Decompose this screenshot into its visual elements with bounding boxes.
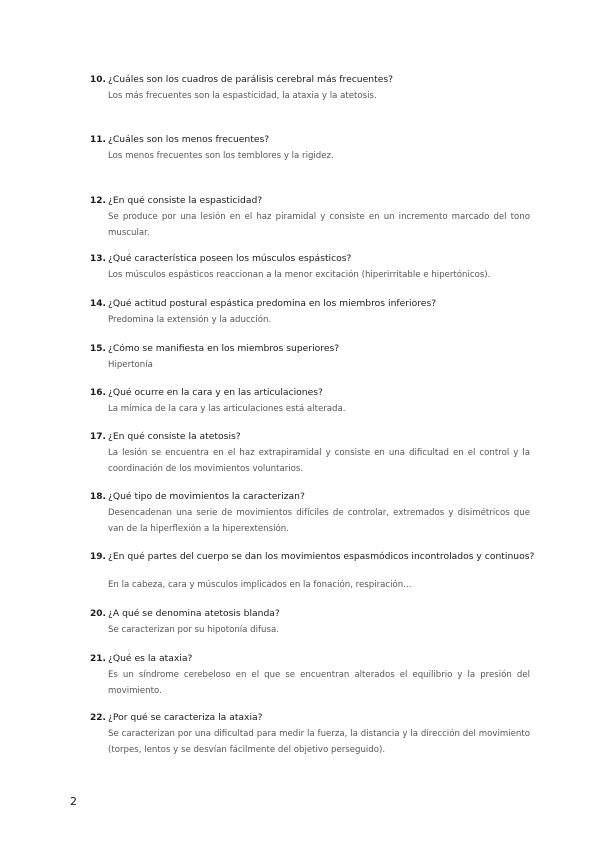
question-number: 18. [90, 492, 106, 502]
qa-item-11 [90, 133, 530, 165]
question-number: 15. [90, 344, 106, 354]
question-number: 10. [90, 75, 106, 85]
question [90, 342, 530, 356]
question [90, 652, 530, 666]
question [90, 711, 530, 725]
answer: Desencadenan una serie de movimientos difíciles de controlar, extremados y disimétricos que van de la hiperflexión a la hiperextensión. [108, 508, 530, 534]
qa-item-10 [90, 73, 530, 105]
qa-item-13 [90, 252, 530, 284]
question [90, 607, 530, 621]
question-number: 17. [90, 432, 106, 442]
qa-item-18 [90, 490, 530, 537]
answer: Se produce por una lesión en el haz piramidal y consiste en un incremento marcado del tono muscular. [108, 212, 530, 238]
question-number: 20. [90, 609, 106, 619]
answer: Los músculos espásticos reaccionan a la menor excitación (hiperirritable e hipertónicos). [108, 270, 491, 280]
question-text: ¿A qué se denomina atetosis blanda? [108, 608, 280, 619]
question [90, 430, 530, 444]
qa-item-21 [90, 652, 530, 699]
question-number: 19. [90, 552, 106, 562]
question-number: 12. [90, 196, 106, 206]
question-text: ¿Qué característica poseen los músculos espásticos? [108, 253, 352, 264]
qa-item-22 [90, 711, 530, 758]
page-number: 2 [70, 795, 77, 808]
question-text: ¿Qué actitud postural espástica predomina en los miembros inferiores? [108, 298, 437, 309]
question-text: ¿Por qué se caracteriza la ataxia? [108, 712, 263, 723]
question-text: ¿Qué es la ataxia? [108, 653, 193, 664]
answer: Hipertonía [108, 360, 153, 370]
question-text: ¿Qué tipo de movimientos la caracterizan? [108, 491, 305, 502]
answer: La mímica de la cara y las articulaciones está alterada. [108, 404, 346, 414]
answer: Los más frecuentes son la espasticidad, la ataxia y la atetosis. [108, 91, 377, 101]
answer: Se caracterizan por una dificultad para medir la fuerza, la distancia y la dirección del movimiento (torpes, lentos y se desvían fácilmente del objetivo perseguido). [108, 729, 530, 755]
answer: Se caracterizan por su hipotonía difusa. [108, 625, 279, 635]
qa-item-15 [90, 342, 530, 374]
question-number: 11. [90, 135, 106, 145]
question [90, 73, 530, 87]
question [90, 133, 530, 147]
question-number: 13. [90, 254, 106, 264]
question [90, 550, 535, 564]
qa-item-12 [90, 194, 530, 241]
question-text: ¿En qué partes del cuerpo se dan los movimientos espasmódicos incontrolados y continuos? [108, 551, 535, 562]
question-text: ¿Cuáles son los menos frecuentes? [108, 134, 270, 145]
question-text: ¿Qué ocurre en la cara y en las articulaciones? [108, 387, 323, 398]
question [90, 194, 530, 208]
answer: Predomina la extensión y la aducción. [108, 315, 272, 325]
qa-item-19 [90, 550, 535, 594]
question-number: 22. [90, 713, 106, 723]
question-text: ¿Cuáles son los cuadros de parálisis cerebral más frecuentes? [108, 74, 394, 85]
answer: Es un síndrome cerebeloso en el que se encuentran alterados el equilibrio y la presión del movimiento. [108, 670, 530, 696]
answer: La lesión se encuentra en el haz extrapiramidal y consiste en una dificultad en el control y la coordinación de los movimientos voluntarios. [108, 448, 530, 474]
question [90, 297, 530, 311]
question [90, 252, 530, 266]
answer: Los menos frecuentes son los temblores y la rigidez. [108, 151, 334, 161]
question-number: 16. [90, 388, 106, 398]
question-text: ¿En qué consiste la atetosis? [108, 431, 241, 442]
qa-item-16 [90, 386, 530, 418]
question-number: 14. [90, 299, 106, 309]
qa-item-17 [90, 430, 530, 477]
question-text: ¿En qué consiste la espasticidad? [108, 195, 263, 206]
question [90, 386, 530, 400]
question [90, 490, 530, 504]
answer: En la cabeza, cara y músculos implicados en la fonación, respiración... [108, 580, 412, 590]
qa-item-14 [90, 297, 530, 329]
question-text: ¿Cómo se manifiesta en los miembros superiores? [108, 343, 340, 354]
qa-item-20 [90, 607, 530, 639]
question-number: 21. [90, 654, 106, 664]
